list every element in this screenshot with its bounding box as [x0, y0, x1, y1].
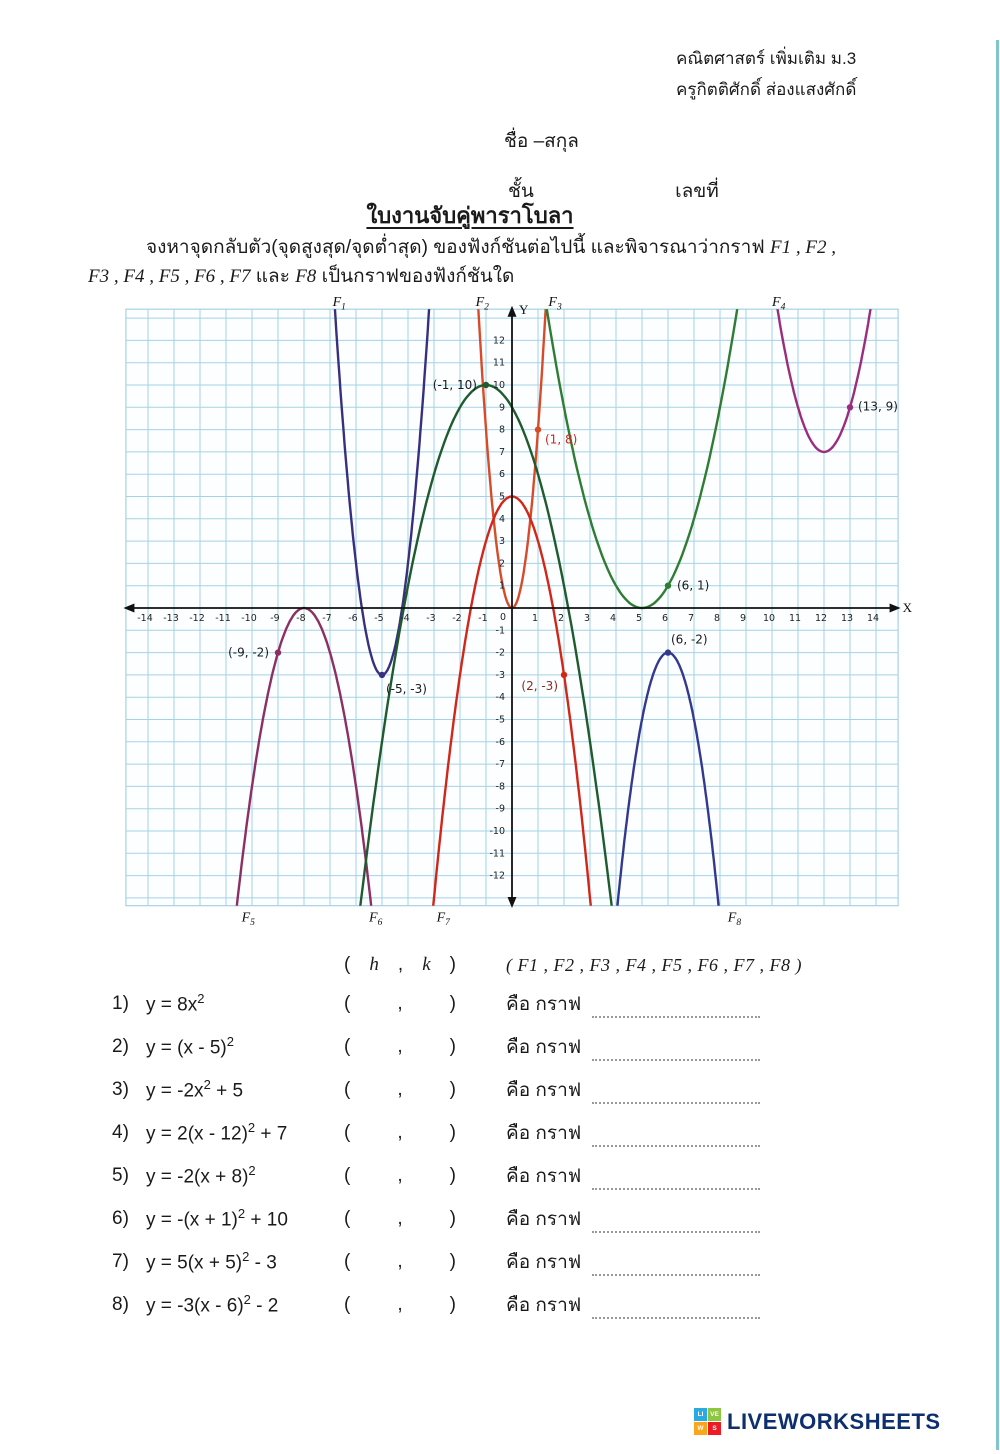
- graph-label-F7: $F_7$: [436, 910, 450, 929]
- svg-text:12: 12: [492, 335, 505, 347]
- hk-k: k: [422, 954, 431, 975]
- problem-row-8: [112, 1283, 902, 1326]
- svg-text:11: 11: [492, 357, 505, 369]
- vertex-answer-blank[interactable]: ( , ): [344, 1207, 456, 1229]
- graph-answer-line[interactable]: [592, 1291, 760, 1319]
- svg-text:-11: -11: [489, 848, 505, 860]
- point-F2: [535, 426, 541, 432]
- problem-number: 7): [112, 1250, 129, 1272]
- number-label: เลขที่: [675, 181, 719, 202]
- hk-h: h: [369, 954, 379, 975]
- graph-answer-line[interactable]: [592, 1076, 760, 1104]
- point-F1: [379, 672, 385, 678]
- svg-text:3: 3: [583, 613, 591, 624]
- svg-text:-1: -1: [478, 613, 488, 624]
- svg-text:-12: -12: [489, 870, 505, 882]
- point-F3: [665, 583, 671, 589]
- answer-label: คือ กราฟ: [506, 993, 582, 1015]
- vertex-answer-blank[interactable]: ( , ): [344, 1121, 456, 1143]
- vertex-answer-blank[interactable]: ( , ): [344, 1078, 456, 1100]
- svg-text:-6: -6: [348, 613, 358, 624]
- graph-label-F1: $F_1$: [332, 295, 346, 313]
- graph-answer-line[interactable]: [592, 1162, 760, 1190]
- answer-label: คือ กราฟ: [506, 1036, 582, 1058]
- problem-row-4: [112, 1111, 902, 1154]
- point-label-F8: (6, -2): [671, 632, 708, 647]
- parabola-graph: [112, 292, 917, 942]
- svg-text:-8: -8: [296, 613, 306, 624]
- point-label-F4: (13, 9): [858, 399, 898, 414]
- problem-number: 4): [112, 1121, 129, 1143]
- svg-text:10: 10: [492, 380, 505, 391]
- problem-number: 5): [112, 1164, 129, 1186]
- svg-text:-2: -2: [452, 613, 462, 624]
- svg-text:2: 2: [557, 613, 565, 624]
- problem-row-2: [112, 1025, 902, 1068]
- svg-text:5: 5: [635, 613, 643, 624]
- svg-text:8: 8: [498, 424, 505, 436]
- problem-equation: y = -3(x - 6)$^2$ - 2: [146, 1291, 279, 1317]
- instruction-f-names-1: F1 , F2 ,: [770, 237, 836, 258]
- svg-text:8: 8: [713, 613, 721, 624]
- instruction-text-2: เป็นกราฟของฟังก์ชันใด: [316, 266, 515, 288]
- graph-answer-line[interactable]: [592, 1119, 760, 1147]
- graph-label-F8: $F_8$: [727, 910, 742, 929]
- graph-label-F4: $F_4$: [772, 295, 786, 313]
- problem-equation: $y = -2x^2 + 5$: [146, 1076, 244, 1102]
- svg-text:2: 2: [498, 558, 505, 570]
- point-F7: [561, 672, 567, 678]
- instruction-text-1: จงหาจุดกลับตัว(จุดสูงสุด/จุดต่ำสุด) ของฟังก์ชันต่อไปนี้ และพิจารณาว่ากราฟ: [146, 237, 770, 258]
- problem-number: 6): [112, 1207, 129, 1229]
- point-F4: [847, 404, 853, 410]
- graph-answer-line[interactable]: [592, 1205, 760, 1233]
- x-axis-label: X: [902, 600, 912, 615]
- vertex-answer-blank[interactable]: ( , ): [344, 1250, 456, 1272]
- svg-text:5: 5: [498, 491, 505, 503]
- svg-text:-10: -10: [489, 826, 505, 837]
- problem-equation: $y = -2(x + 8)^2$: [146, 1162, 256, 1188]
- svg-text:4: 4: [498, 513, 505, 525]
- page-edge-line: [996, 40, 999, 1450]
- answers-section: [112, 948, 902, 1326]
- svg-text:-2: -2: [495, 647, 505, 659]
- graph-label-F2: $F_2$: [475, 295, 489, 313]
- graph-label-F6: $F_6$: [369, 910, 383, 929]
- graph-label-F3: $F_3$: [548, 295, 562, 313]
- svg-text:9: 9: [498, 402, 505, 414]
- problem-equation: $y = 8x^2$: [146, 990, 205, 1016]
- vertex-answer-blank[interactable]: ( , ): [344, 1164, 456, 1186]
- problem-row-6: [112, 1197, 902, 1240]
- answer-label: คือ กราฟ: [506, 1122, 582, 1144]
- problem-row-3: [112, 1068, 902, 1111]
- name-label: ชื่อ –สกุล: [504, 131, 579, 152]
- svg-text:-4: -4: [495, 692, 505, 704]
- liveworksheets-logo[interactable]: [694, 1408, 941, 1435]
- vertex-answer-blank[interactable]: ( , ): [344, 1035, 456, 1057]
- graph-answer-line[interactable]: [592, 1033, 760, 1061]
- point-label-F2: (1, 8): [545, 432, 578, 447]
- answer-label: คือ กราฟ: [506, 1294, 582, 1316]
- problem-equation: $y = -(x + 1)^2 + 10$: [146, 1205, 288, 1231]
- problem-row-5: [112, 1154, 902, 1197]
- point-F6: [483, 382, 489, 388]
- svg-text:-4: -4: [400, 613, 410, 624]
- vertex-answer-blank[interactable]: ( , ): [344, 992, 456, 1014]
- svg-text:-14: -14: [137, 613, 153, 624]
- liveworksheets-icon: LI VE W S: [694, 1408, 721, 1435]
- answer-label: คือ กราฟ: [506, 1208, 582, 1230]
- answer-header: [112, 948, 902, 982]
- answer-label: คือ กราฟ: [506, 1079, 582, 1101]
- svg-text:-13: -13: [163, 613, 179, 624]
- svg-text:1: 1: [498, 580, 505, 592]
- svg-text:14: 14: [866, 613, 880, 624]
- graph-options-header: ( F1 , F2 , F3 , F4 , F5 , F6 , F7 , F8 ): [506, 954, 802, 975]
- y-axis-label: Y: [519, 301, 529, 317]
- svg-text:12: 12: [814, 613, 828, 624]
- liveworksheets-wordmark: LIVEWORKSHEETS: [727, 1408, 941, 1434]
- point-label-F1: (-5, -3): [386, 681, 427, 696]
- svg-text:-8: -8: [495, 781, 505, 793]
- worksheet-title: ใบงานจับคู่พาราโบลา: [366, 203, 574, 228]
- class-label: ชั้น: [508, 181, 534, 202]
- point-F8: [665, 649, 671, 655]
- instruction-f-names-2: F3 , F4 , F5 , F6 , F7: [88, 266, 251, 288]
- instruction-mid: และ: [250, 266, 296, 288]
- hk-header: [332, 954, 468, 976]
- svg-text:9: 9: [739, 613, 747, 624]
- problem-number: 8): [112, 1293, 129, 1315]
- svg-text:11: 11: [788, 613, 802, 624]
- svg-text:3: 3: [498, 536, 505, 548]
- graph-answer-line[interactable]: [592, 990, 760, 1018]
- svg-text:1: 1: [531, 613, 539, 624]
- teacher-name: ครูกิตติศักดิ์ ส่องแสงศักดิ์: [676, 79, 857, 99]
- svg-text:13: 13: [840, 613, 854, 624]
- problem-row-1: [112, 982, 902, 1025]
- origin-label: 0: [499, 612, 506, 623]
- svg-text:-11: -11: [215, 613, 231, 624]
- point-label-F5: (-9, -2): [228, 645, 269, 660]
- svg-text:6: 6: [661, 613, 669, 624]
- problem-number: 3): [112, 1078, 129, 1100]
- instructions: [88, 233, 928, 292]
- svg-text:4: 4: [609, 613, 617, 624]
- svg-text:-3: -3: [426, 613, 436, 624]
- svg-text:-3: -3: [495, 669, 505, 681]
- graph-svg: [112, 292, 917, 942]
- problem-equation: y = 2(x - 12)$^2$ + 7: [146, 1119, 288, 1145]
- svg-text:10: 10: [762, 613, 776, 624]
- svg-text:-10: -10: [241, 613, 257, 624]
- svg-text:-9: -9: [270, 613, 280, 624]
- hk-close-paren: ): [449, 954, 456, 975]
- point-F5: [275, 649, 281, 655]
- answer-label: คือ กราฟ: [506, 1165, 582, 1187]
- svg-text:-6: -6: [495, 736, 505, 748]
- problem-equation: y = (x - 5)$^2$: [146, 1033, 234, 1059]
- point-label-F3: (6, 1): [677, 578, 710, 593]
- svg-text:-5: -5: [374, 613, 384, 624]
- point-label-F6: (-1, 10): [432, 378, 477, 392]
- graph-label-F5: $F_5$: [241, 910, 255, 929]
- vertex-answer-blank[interactable]: ( , ): [344, 1293, 456, 1315]
- svg-text:-7: -7: [322, 613, 332, 624]
- svg-text:-12: -12: [189, 613, 205, 624]
- hk-comma: ,: [397, 954, 404, 975]
- point-label-F7: (2, -3): [521, 678, 558, 693]
- svg-text:-1: -1: [495, 625, 505, 637]
- problem-row-7: [112, 1240, 902, 1283]
- svg-text:-7: -7: [495, 759, 505, 771]
- svg-text:-5: -5: [495, 714, 505, 726]
- svg-text:6: 6: [498, 469, 505, 481]
- course-title: คณิตศาสตร์ เพิ่มเติม ม.3: [676, 49, 857, 68]
- answer-label: คือ กราฟ: [506, 1251, 582, 1273]
- problem-equation: $y = 5(x + 5)^2 - 3$: [146, 1248, 277, 1274]
- hk-open-paren: (: [344, 954, 351, 975]
- problem-number: 1): [112, 992, 129, 1014]
- graph-answer-line[interactable]: [592, 1248, 760, 1276]
- header-right: [676, 44, 856, 105]
- svg-text:-9: -9: [495, 803, 505, 815]
- instruction-f-names-3: F8: [295, 266, 317, 288]
- svg-text:7: 7: [687, 613, 695, 624]
- svg-text:7: 7: [498, 446, 505, 458]
- problem-number: 2): [112, 1035, 129, 1057]
